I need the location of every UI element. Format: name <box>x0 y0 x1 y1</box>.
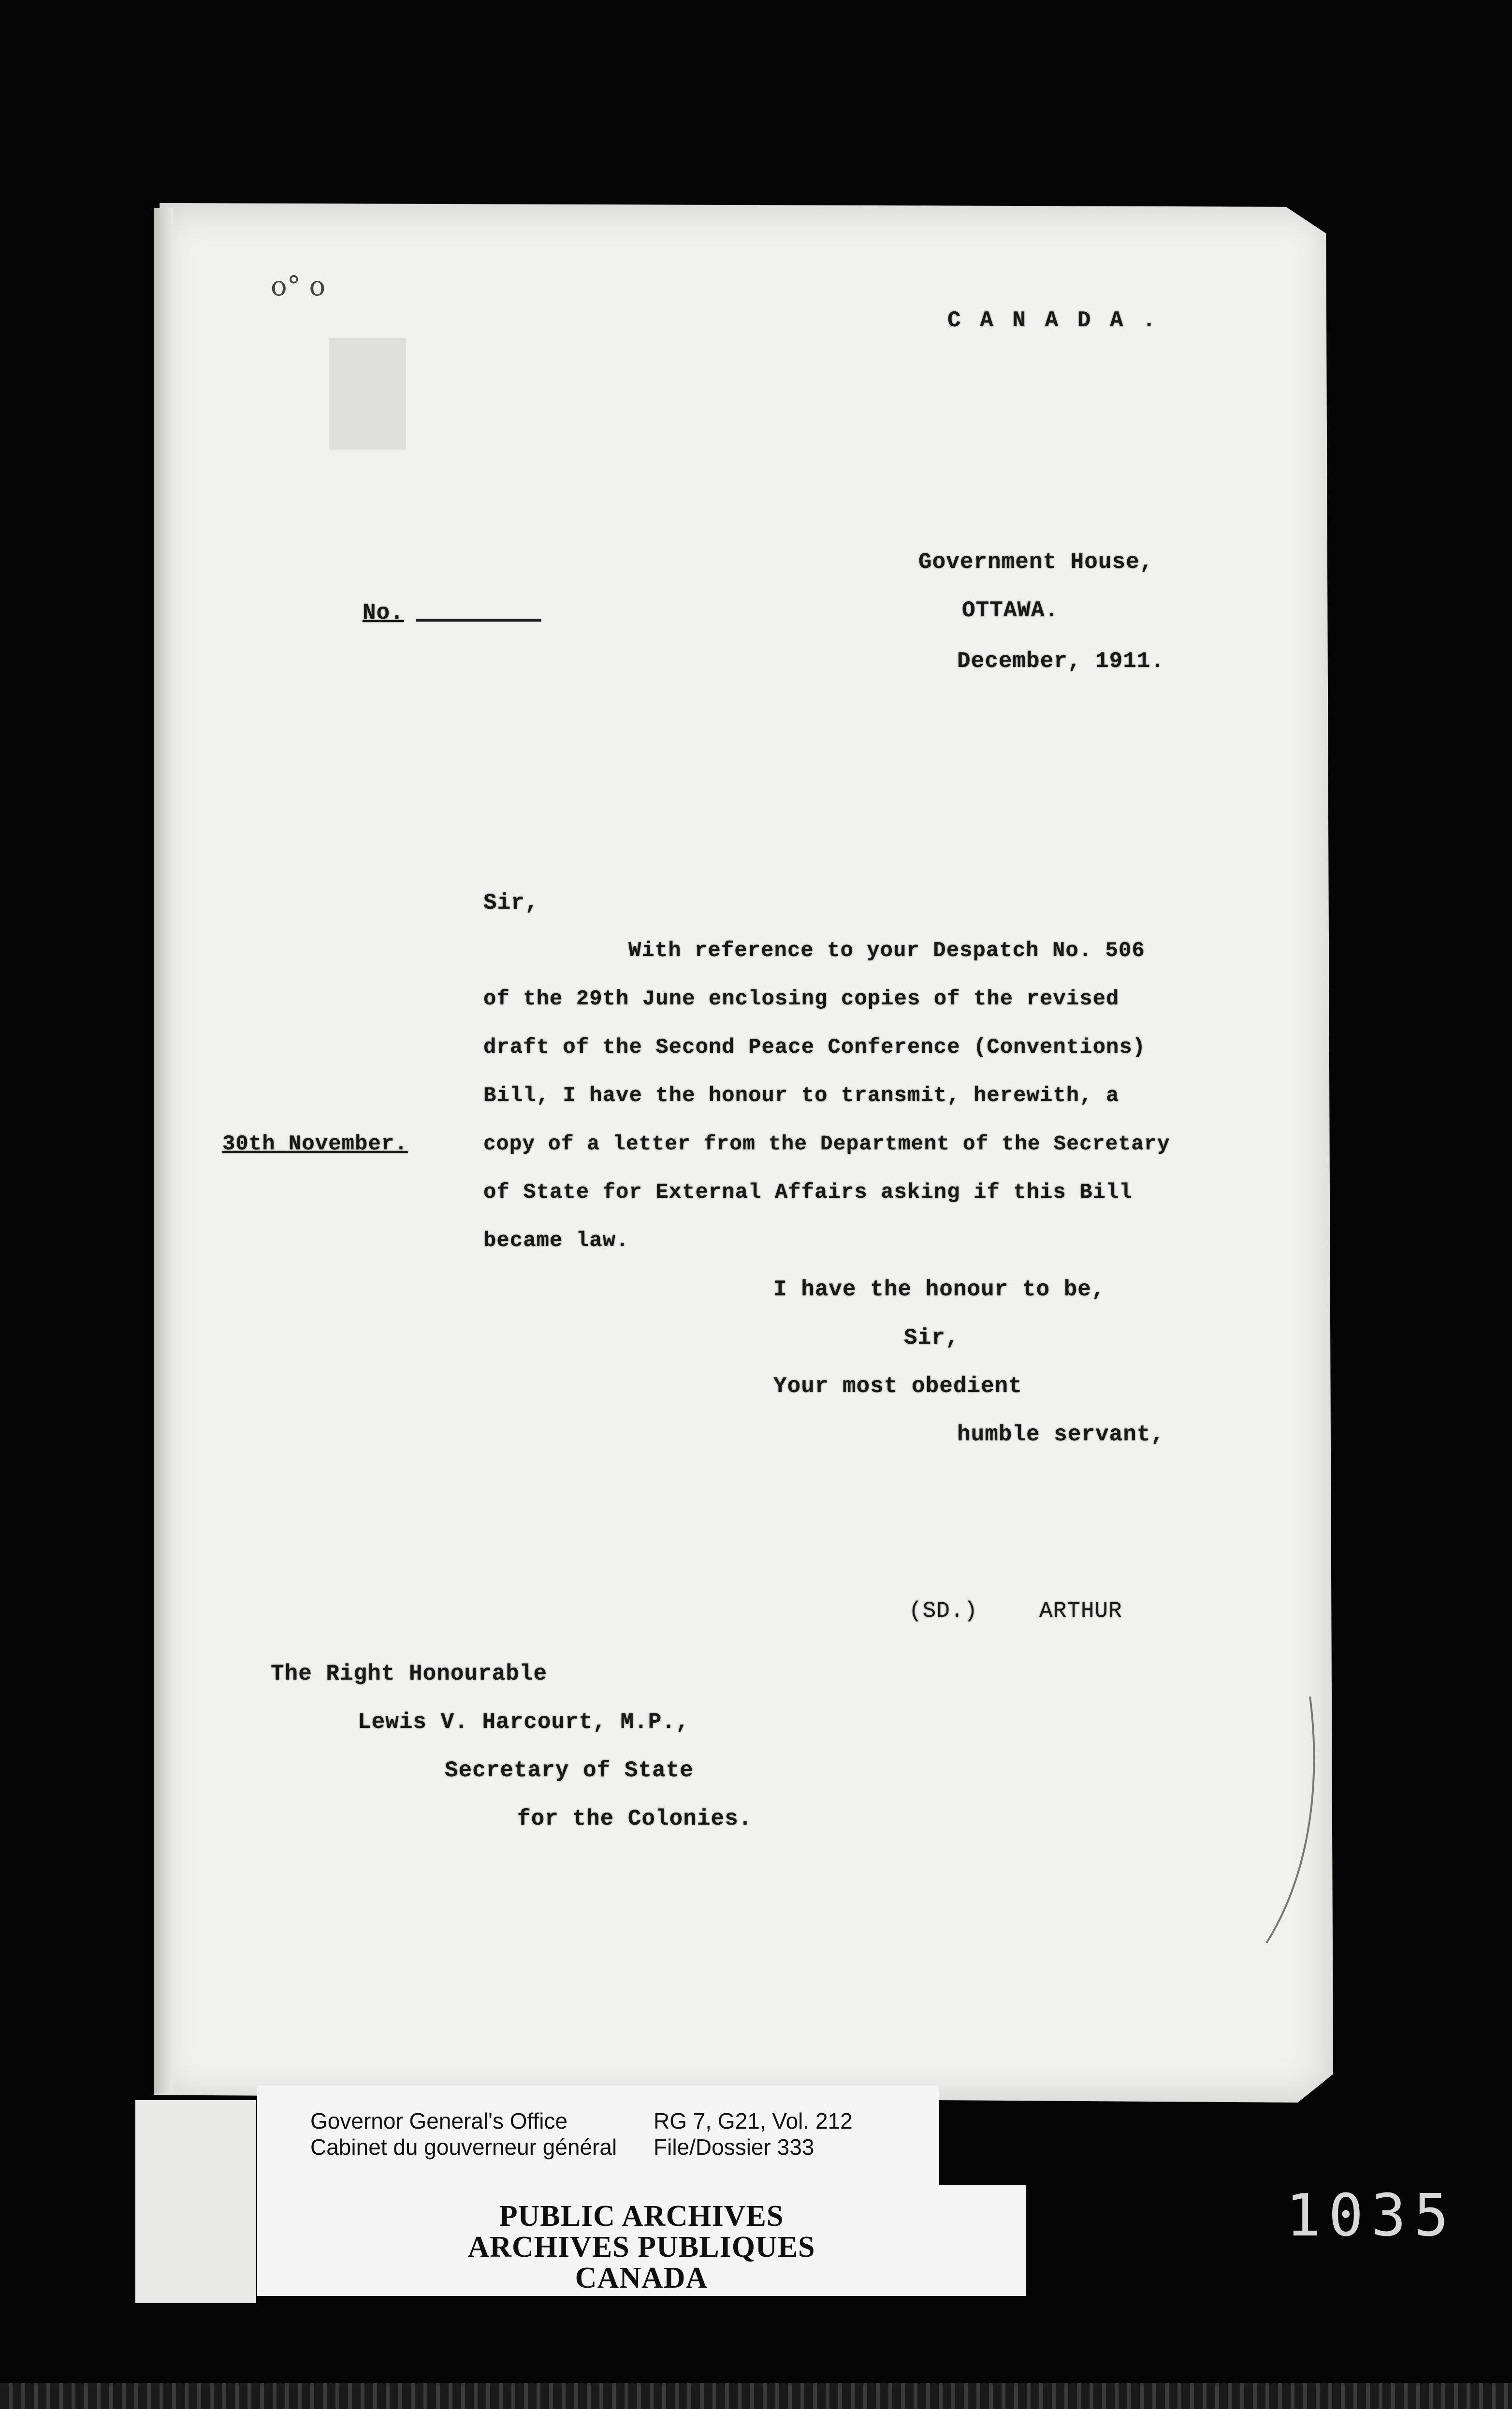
public-archives-stamp <box>257 2185 1026 2296</box>
sender-address-line-3: December, 1911. <box>957 649 1165 674</box>
sender-address-line-2: OTTAWA. <box>962 598 1059 623</box>
pencil-mark <box>1237 1692 1324 1962</box>
body-line-2: of the 29th June enclosing copies of the revised <box>483 987 1119 1011</box>
number-blank-line <box>416 619 541 622</box>
stamp-line-1: PUBLIC ARCHIVES <box>499 2200 784 2233</box>
office-name-english: Governor General's Office <box>310 2108 568 2133</box>
archive-label-card <box>257 2086 939 2185</box>
sender-address-line-1: Government House, <box>918 550 1154 575</box>
body-line-4: Bill, I have the honour to transmit, herewith, a <box>483 1084 1119 1108</box>
body-line-5: copy of a letter from the Department of the Secretary <box>483 1132 1170 1156</box>
signature-prefix: (SD.) <box>909 1598 978 1624</box>
body-line-6: of State for External Affairs asking if this Bill <box>483 1180 1133 1204</box>
body-line-3: draft of the Second Peace Conference (Conventions) <box>483 1035 1146 1059</box>
addressee-line-3: Secretary of State <box>445 1758 694 1783</box>
addressee-line-2: Lewis V. Harcourt, M.P., <box>358 1710 690 1735</box>
country-heading: C A N A D A . <box>947 308 1159 333</box>
salutation: Sir, <box>483 890 539 915</box>
page-stain <box>329 338 406 450</box>
body-line-7: became law. <box>483 1229 629 1253</box>
addressee-line-1: The Right Honourable <box>271 1661 548 1686</box>
microfilm-frame-number: 1035 <box>1286 2182 1456 2249</box>
label-backing-scrap <box>135 2100 256 2303</box>
closing-line-4: humble servant, <box>957 1422 1165 1447</box>
closing-line-3: Your most obedient <box>773 1374 1022 1399</box>
stamp-line-3: CANADA <box>575 2262 708 2294</box>
signature-name: ARTHUR <box>1039 1598 1122 1624</box>
closing-line-2: Sir, <box>904 1325 960 1350</box>
number-label: No. <box>363 600 404 625</box>
stamp-line-2: ARCHIVES PUBLIQUES <box>467 2231 815 2264</box>
closing-line-1: I have the honour to be, <box>773 1277 1105 1302</box>
archive-file-number: File/Dossier 333 <box>654 2134 814 2160</box>
film-edge-strip <box>0 2383 1512 2409</box>
page-fold-edge <box>154 208 173 2093</box>
margin-note-date: 30th November. <box>222 1132 408 1156</box>
office-name-french: Cabinet du gouverneur général <box>310 2134 617 2160</box>
addressee-line-4: for the Colonies. <box>517 1806 753 1831</box>
handwritten-marks: o° o <box>271 271 326 302</box>
archive-reference: RG 7, G21, Vol. 212 <box>654 2108 853 2133</box>
body-line-1: With reference to your Despatch No. 506 <box>628 939 1145 963</box>
